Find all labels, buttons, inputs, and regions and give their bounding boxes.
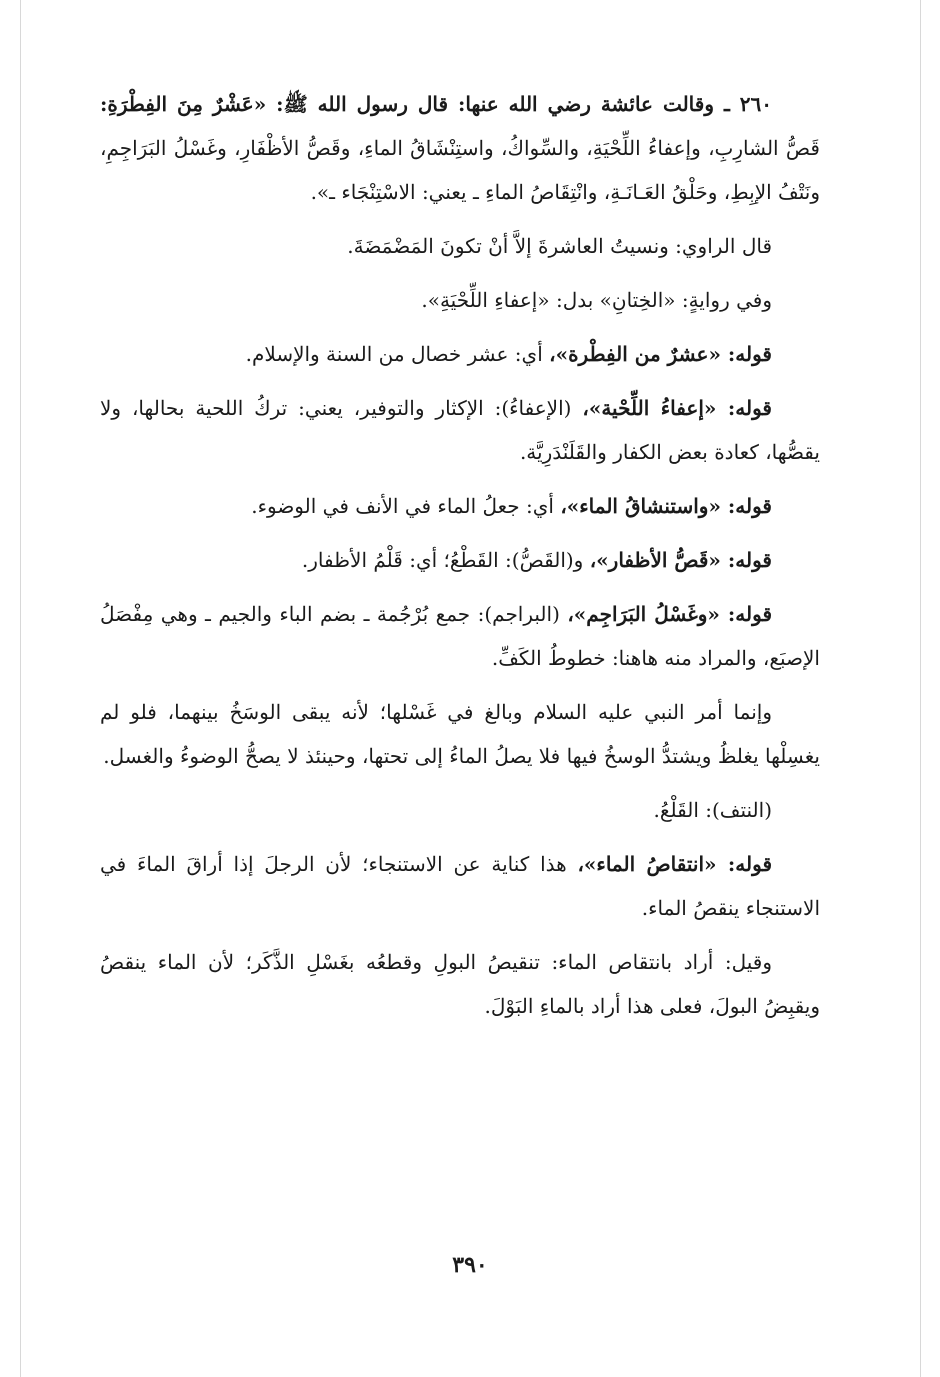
commentary-lead: قوله: «عشرٌ من الفِطْرة»،	[549, 342, 772, 366]
commentary-text: أي: عشر خصال من السنة والإسلام.	[245, 342, 550, 366]
narrator-note	[100, 224, 820, 268]
commentary-lead: قوله: «انتقاصُ الماء»،	[577, 852, 773, 876]
commentary-nails	[100, 538, 820, 582]
commentary-lead: قوله: «قَصُّ الأظفار»،	[589, 548, 772, 572]
commentary-fitra	[100, 332, 820, 376]
commentary-text: (الإعفاءُ): الإكثار والتوفير، يعني: تركُ اللحية بحالها، ولا يقصُّها، كعادة بعض الكفار والقَلَنْدَرِيَّة.	[100, 396, 820, 464]
commentary-water	[100, 842, 820, 930]
page-edge-left	[20, 0, 21, 1377]
narrator-note-text: قال الراوي: ونسيتُ العاشرةَ إلاَّ أنْ تكونَ المَضْمَضَةَ.	[347, 234, 772, 258]
commentary-lead: قوله: «إعفاءُ اللِّحْية»،	[582, 396, 772, 420]
commentary-text: هذا كناية عن الاستنجاء؛ لأن الرجلَ إذا أراقَ الماءَ في الاستنجاء ينقصُ الماء.	[100, 852, 820, 920]
hadith-paragraph	[100, 82, 820, 214]
variant-narration	[100, 278, 820, 322]
commentary-nose	[100, 484, 820, 528]
commentary-text: وإنما أمر النبي عليه السلام وبالغ في غَسْلها؛ لأنه يبقى الوسَخُ بينهما، فلو لم يغسِلْها يغلظُ ويشتدُّ الوسخُ فيها فلا يصلُ الماءُ إلى تحتها، وحينئذ لا يصحُّ الوضوءُ والغسل.	[100, 700, 820, 768]
commentary-text: و(القَصُّ): القَطْعُ؛ أي: قَلْمُ الأظفار.	[301, 548, 590, 572]
commentary-text: (النتف): القَلْعُ.	[653, 798, 772, 822]
page-body	[100, 82, 820, 1038]
page-edge-right	[920, 0, 921, 1377]
commentary-knuckles	[100, 592, 820, 680]
commentary-text: أي: جعلُ الماء في الأنف في الوضوء.	[251, 494, 561, 518]
commentary-beard	[100, 386, 820, 474]
commentary-text: (البراجم): جمع بُرْجُمة ـ بضم الباء والجيم ـ وهي مِفْصَلُ الإصبَع، والمراد منه هاهنا: خطوطُ الكَفِّ.	[100, 602, 820, 670]
page-number: ٣٩٠	[452, 1252, 488, 1278]
variant-narration-text: وفي روايةٍ: «الخِتانِ» بدل: «إعفاءِ اللِّحْيَةِ».	[421, 288, 772, 312]
commentary-lead: قوله: «وغَسْلُ البَرَاجِم»،	[567, 602, 773, 626]
commentary-washing	[100, 690, 820, 778]
hadith-text: قَصُّ الشارِبِ، وإعفاءُ اللِّحْيَةِ، والسِّواكُ، واستِنْشَاقُ الماءِ، وقَصُّ الأظْفَارِ، وغَسْلُ البَرَاجِمِ، ونَتْفُ الإبِطِ، وحَلْقُ العَـانَـةِ، وانْتِقَاصُ الماءِ ـ يعني: الاسْتِنْجَاء ـ».	[100, 136, 820, 204]
commentary-plucking	[100, 788, 820, 832]
commentary-alternative	[100, 940, 820, 1028]
hadith-lead: ٢٦٠ ـ وقالت عائشة رضي الله عنها: قال رسول الله ﷺ: «عَشْرٌ مِنَ الفِطْرَةِ:	[100, 92, 772, 116]
commentary-lead: قوله: «واستنشاقُ الماء»،	[560, 494, 772, 518]
commentary-text: وقيل: أراد بانتقاص الماء: تنقيصُ البولِ وقطعُه بغَسْلِ الذَّكَر؛ لأن الماء ينقصُ ويقبِضُ البولَ، فعلى هذا أراد بالماءِ البَوْلَ.	[100, 950, 820, 1018]
